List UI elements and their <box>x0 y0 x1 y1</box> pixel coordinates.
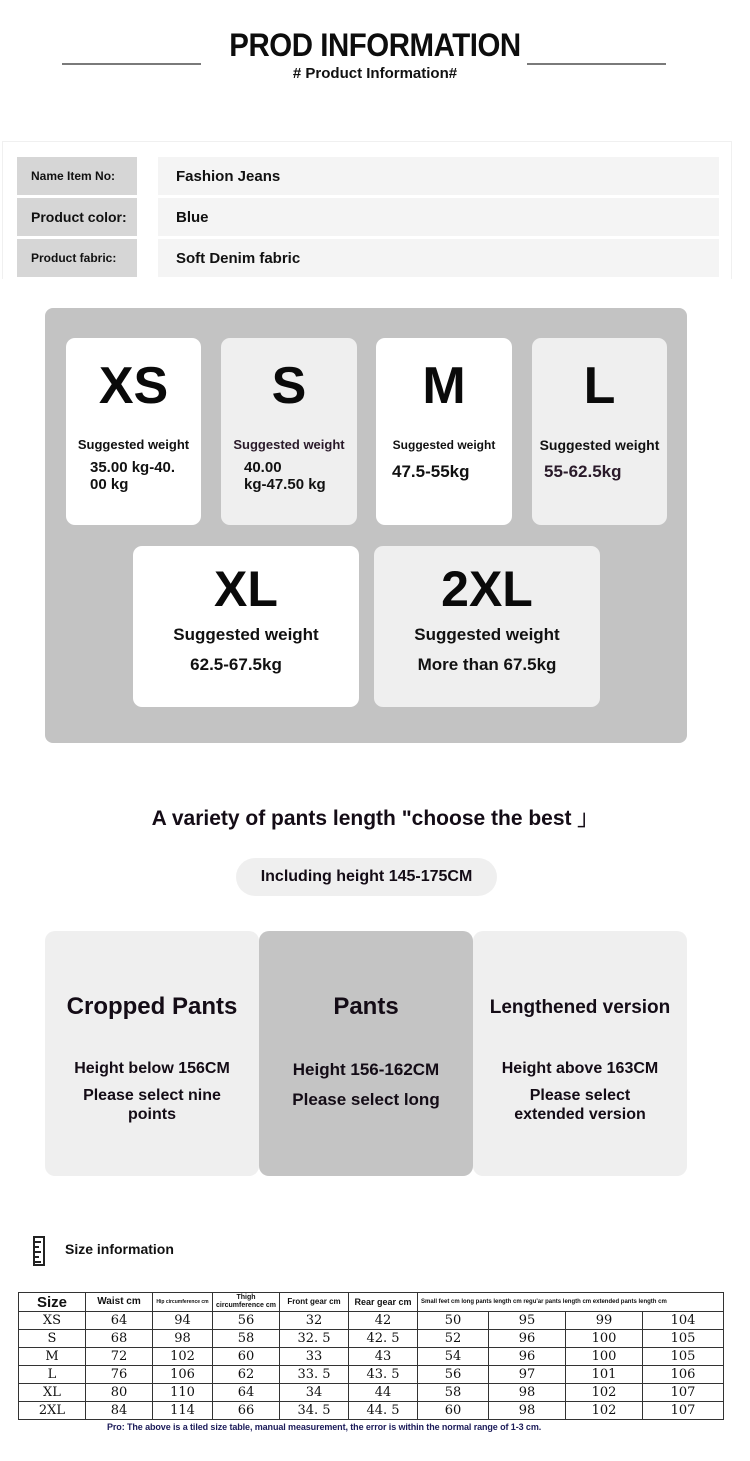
weight-value: 62.5-67.5kg <box>190 655 282 674</box>
weight-value: More than 67.5kg <box>417 655 557 674</box>
cell: 106 <box>153 1366 213 1384</box>
table-row <box>19 1384 724 1402</box>
cell: 107 <box>643 1384 724 1402</box>
cell-size: XS <box>19 1312 86 1330</box>
cell: 72 <box>86 1348 153 1366</box>
weight-label: Suggested weight <box>392 438 496 452</box>
info-label: Name Item No: <box>17 157 137 195</box>
size-card-xl[interactable] <box>133 546 359 707</box>
weight-value <box>244 459 326 494</box>
cell: 104 <box>643 1312 724 1330</box>
weight-value: 55-62.5kg <box>544 462 622 481</box>
cell: 114 <box>153 1402 213 1420</box>
size-label: XL <box>214 561 278 617</box>
length-option-height: Height 156-162CM <box>292 1060 440 1079</box>
product-info-table <box>2 141 732 279</box>
weight-value-line: 00 kg <box>90 476 129 494</box>
weight-label: Suggested weight <box>173 625 319 644</box>
cell: 107 <box>643 1402 724 1420</box>
cell: 101 <box>566 1366 643 1384</box>
length-option-cropped[interactable] <box>45 931 259 1176</box>
length-option-title: Lengthened version <box>489 997 671 1018</box>
cell: 106 <box>643 1366 724 1384</box>
cell: 34. 5 <box>280 1402 349 1420</box>
info-label: Product fabric: <box>17 239 137 277</box>
length-option-height: Height above 163CM <box>501 1060 659 1077</box>
cell: 64 <box>86 1312 153 1330</box>
cell: 43 <box>349 1348 418 1366</box>
size-label: M <box>422 357 466 415</box>
length-option-note <box>259 1090 473 1110</box>
info-row-color <box>17 198 719 236</box>
cell: 98 <box>489 1402 566 1420</box>
note-line: Please select long <box>292 1090 440 1109</box>
page-header <box>0 0 750 110</box>
cell: 64 <box>213 1384 280 1402</box>
column-header: Thigh circumference cm <box>213 1293 280 1312</box>
info-value: Soft Denim fabric <box>158 239 719 277</box>
size-label: L <box>583 357 616 415</box>
length-option-title: Cropped Pants <box>66 993 238 1020</box>
note-line: extended version <box>514 1106 646 1124</box>
note-line: points <box>128 1106 176 1124</box>
length-option-lengthened[interactable] <box>473 931 687 1176</box>
cell: 33. 5 <box>280 1366 349 1384</box>
cell: 102 <box>153 1348 213 1366</box>
length-option-title: Pants <box>333 993 399 1020</box>
size-card-l[interactable] <box>532 338 667 525</box>
cell: 99 <box>566 1312 643 1330</box>
note-line: Please select nine <box>83 1087 221 1104</box>
table-row <box>19 1366 724 1384</box>
size-label: S <box>271 357 307 415</box>
table-row <box>19 1402 724 1420</box>
length-option-note <box>473 1086 687 1124</box>
info-value: Fashion Jeans <box>158 157 719 195</box>
column-header: Size <box>19 1293 86 1312</box>
cell: 42 <box>349 1312 418 1330</box>
size-info-title: Size information <box>65 1241 174 1257</box>
cell: 60 <box>213 1348 280 1366</box>
size-card-m[interactable] <box>376 338 512 525</box>
cell: 95 <box>489 1312 566 1330</box>
page-subtitle: # Product Information# <box>292 65 458 82</box>
cell: 100 <box>566 1330 643 1348</box>
pants-length-heading: A variety of pants length "choose the best 」 <box>151 807 599 830</box>
weight-guide-panel <box>45 308 687 743</box>
cell-size: S <box>19 1330 86 1348</box>
cell: 43. 5 <box>349 1366 418 1384</box>
column-header: Front gear cm <box>280 1293 349 1312</box>
length-option-pants[interactable] <box>259 931 473 1176</box>
weight-value-line: kg-47.50 kg <box>244 476 326 494</box>
cell: 84 <box>86 1402 153 1420</box>
note-line: Please select <box>529 1087 631 1104</box>
size-card-2xl[interactable] <box>374 546 600 707</box>
column-header: Hip circumference cm <box>153 1293 213 1312</box>
weight-value <box>90 459 175 494</box>
cell: 56 <box>418 1366 489 1384</box>
cell-size: L <box>19 1366 86 1384</box>
cell: 98 <box>489 1384 566 1402</box>
cell: 66 <box>213 1402 280 1420</box>
cell: 94 <box>153 1312 213 1330</box>
cell-size: 2XL <box>19 1402 86 1420</box>
cell: 62 <box>213 1366 280 1384</box>
info-label: Product color: <box>17 198 137 236</box>
cell-size: XL <box>19 1384 86 1402</box>
cell: 58 <box>418 1384 489 1402</box>
cell: 32 <box>280 1312 349 1330</box>
cell: 76 <box>86 1366 153 1384</box>
size-label: XS <box>98 357 169 415</box>
size-chart-table <box>18 1292 724 1420</box>
cell: 60 <box>418 1402 489 1420</box>
table-row <box>19 1330 724 1348</box>
cell: 102 <box>566 1384 643 1402</box>
cell: 44 <box>349 1384 418 1402</box>
weight-value-line: 35.00 kg-40. <box>90 459 176 476</box>
table-row <box>19 1312 724 1330</box>
cell: 97 <box>489 1366 566 1384</box>
cell: 96 <box>489 1330 566 1348</box>
column-header: Waist cm <box>86 1293 153 1312</box>
weight-value-line: 40.00 <box>244 459 282 476</box>
cell: 33 <box>280 1348 349 1366</box>
cell: 42. 5 <box>349 1330 418 1348</box>
weight-label: Suggested weight <box>414 625 560 644</box>
length-option-note <box>45 1086 259 1124</box>
cell-size: M <box>19 1348 86 1366</box>
weight-label: Suggested weight <box>539 437 660 453</box>
info-row-fabric <box>17 239 719 277</box>
table-header-row <box>19 1293 724 1312</box>
cell: 100 <box>566 1348 643 1366</box>
cell: 68 <box>86 1330 153 1348</box>
cell: 58 <box>213 1330 280 1348</box>
weight-label: Suggested weight <box>233 437 345 452</box>
column-header-group: Small feet cm long pants length cm regu'ar pants length cm extended pants length cm <box>418 1293 724 1312</box>
length-option-height: Height below 156CM <box>74 1060 230 1077</box>
weight-label: Suggested weight <box>77 437 190 452</box>
cell: 52 <box>418 1330 489 1348</box>
cell: 102 <box>566 1402 643 1420</box>
cell: 105 <box>643 1348 724 1366</box>
page-title: PROD INFORMATION <box>229 27 521 63</box>
info-row-name <box>17 157 719 195</box>
cell: 96 <box>489 1348 566 1366</box>
table-row <box>19 1348 724 1366</box>
cell: 32. 5 <box>280 1330 349 1348</box>
measurement-note: Pro: The above is a tiled size table, manual measurement, the error is within the normal range of 1-3 cm. <box>107 1422 542 1432</box>
cell: 98 <box>153 1330 213 1348</box>
cell: 56 <box>213 1312 280 1330</box>
cell: 34 <box>280 1384 349 1402</box>
size-card-s[interactable] <box>221 338 357 525</box>
height-range-badge: Including height 145-175CM <box>236 858 497 896</box>
cell: 105 <box>643 1330 724 1348</box>
weight-value: 47.5-55kg <box>392 462 470 481</box>
size-card-xs[interactable] <box>66 338 201 525</box>
cell: 80 <box>86 1384 153 1402</box>
cell: 54 <box>418 1348 489 1366</box>
cell: 44. 5 <box>349 1402 418 1420</box>
size-label: 2XL <box>441 561 533 617</box>
cell: 50 <box>418 1312 489 1330</box>
info-value: Blue <box>158 198 719 236</box>
ruler-icon <box>33 1236 45 1266</box>
cell: 110 <box>153 1384 213 1402</box>
column-header: Rear gear cm <box>349 1293 418 1312</box>
